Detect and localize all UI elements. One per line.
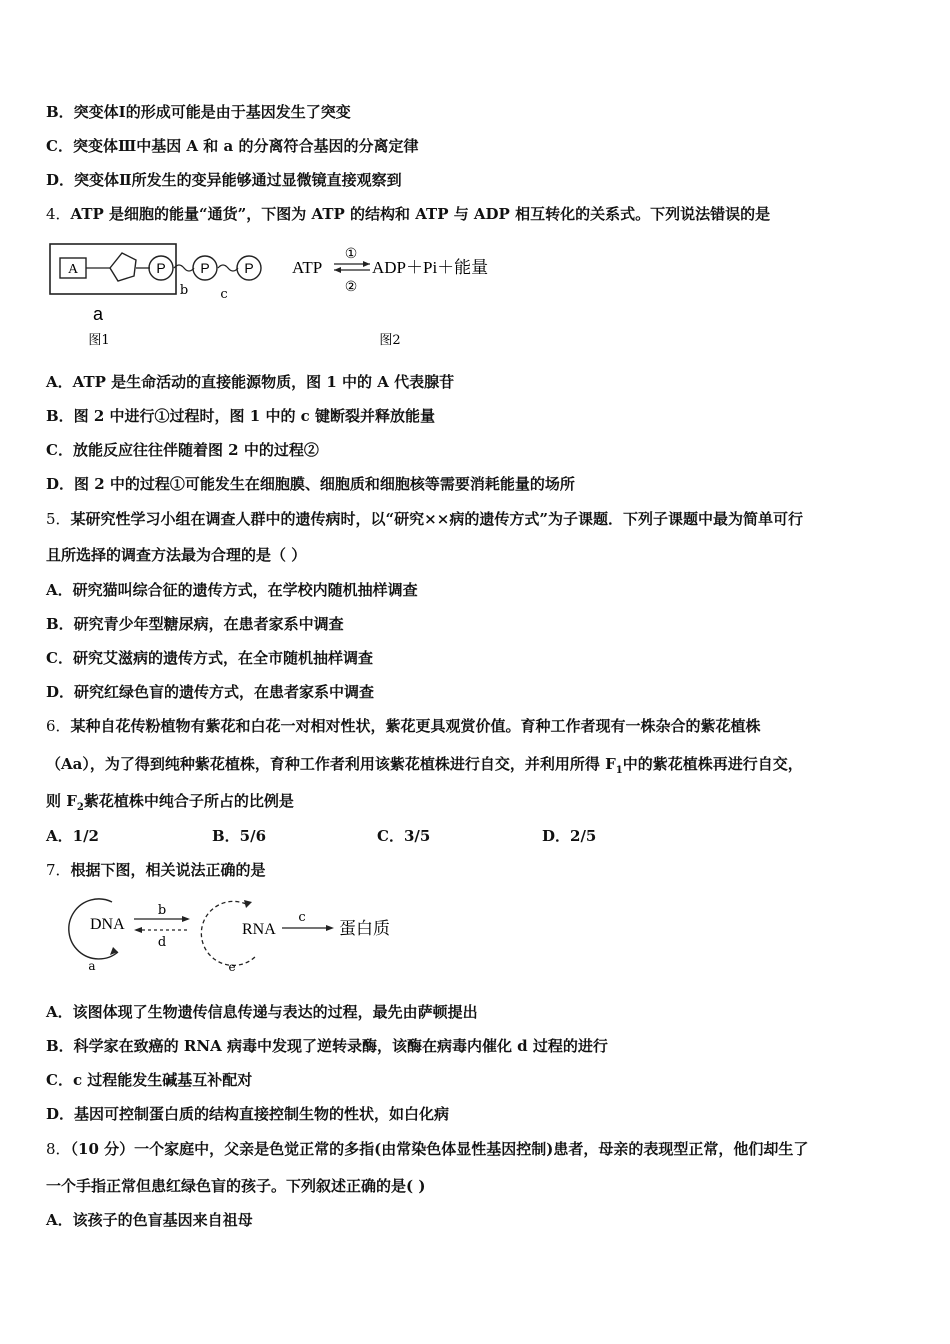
q5-stem-text1: 某研究性学习小组在调查人群中的遗传病时，以“研究××病的遗传方式”为子课题．下列子课题中最为简单可行 (70, 510, 803, 528)
q5-option-b: B．研究青少年型糖尿病，在患者家系中调查 (46, 615, 344, 633)
q3-option-b: B．突变体Ⅰ的形成可能是由于基因发生了突变 (46, 103, 351, 121)
q7-stem-text: 根据下图，相关说法正确的是 (70, 861, 266, 879)
q5-number: 5． (46, 510, 71, 528)
arrow-back-head (334, 267, 341, 273)
label-e-rna-replication: e (228, 960, 236, 974)
q8-stem-line1 (46, 1139, 808, 1159)
q5-stem-line2: 且所选择的调查方法最为合理的是（ ） (46, 546, 307, 564)
label-a: a (92, 304, 104, 324)
equation-step-2: ② (344, 279, 358, 295)
caption-fig2: 图2 (379, 333, 401, 348)
q3-option-c: C．突变体Ⅲ中基因 A 和 a 的分离符合基因的分离定律 (46, 137, 419, 155)
q3-option-d: D．突变体Ⅱ所发生的变异能够通过显微镜直接观察到 (46, 171, 402, 189)
translation-arrowhead (326, 925, 334, 931)
q7-option-a: A．该图体现了生物遗传信息传递与表达的过程，最先由萨顿提出 (46, 1003, 478, 1021)
dna-label: DNA (90, 916, 125, 933)
q8-number: 8． (46, 1140, 71, 1158)
equation-step-1: ① (344, 246, 358, 262)
q7-number: 7． (46, 861, 71, 879)
q6-stem-text2b: 中的紫花植株再进行自交， (622, 755, 803, 773)
q8-stem-text1: （10 分）一个家庭中，父亲是色觉正常的多指(由常染色体显性基因控制)患者，母亲的表现型正常，他们却生了 (70, 1140, 809, 1158)
arrow-forward-head (363, 261, 370, 267)
q4-option-b: B．图 2 中进行①过程时，图 1 中的 c 键断裂并释放能量 (46, 407, 436, 425)
label-a-replication: a (88, 959, 96, 973)
phosphate-2-label: P (200, 260, 210, 276)
label-d-reverse: d (157, 935, 167, 950)
q4-option-c: C．放能反应往往伴随着图 2 中的过程② (46, 441, 319, 459)
high-energy-bond-c (218, 265, 238, 271)
protein-label: 蛋白质 (339, 919, 390, 939)
rna-replication-arrowhead (244, 900, 252, 908)
q6-stem-line2 (46, 754, 803, 781)
label-b-transcription: b (157, 903, 167, 918)
q5-option-a: A．研究猫叫综合征的遗传方式，在学校内随机抽样调查 (46, 581, 418, 599)
q7-stem (46, 860, 266, 880)
q6-stem-text3a: 则 F (46, 792, 77, 810)
ribose-pentagon (110, 253, 136, 281)
q6-stem-text3b: 紫花植株中纯合子所占的比例是 (83, 792, 294, 810)
label-c-translation: c (298, 910, 306, 925)
label-b: b (179, 283, 189, 298)
q6-stem-line3 (46, 791, 294, 818)
q6-option-d: D．2/5 (542, 827, 597, 845)
transcription-arrowhead (182, 916, 190, 922)
q6-number: 6． (46, 717, 71, 735)
q6-f1-subscript: 1 (615, 765, 623, 776)
q4-stem (46, 204, 770, 224)
q6-stem-text1: 某种自花传粉植物有紫花和白花一对相对性状，紫花更具观赏价值。育种工作者现有一株杂合的紫花植株 (70, 717, 761, 735)
q6-f2-subscript: 2 (76, 802, 84, 813)
q4-option-d: D．图 2 中的过程①可能发生在细胞膜、细胞质和细胞核等需要消耗能量的场所 (46, 475, 575, 493)
equation-atp: ATP (292, 258, 323, 277)
equation-products: ADP＋Pi＋能量 (372, 258, 489, 277)
phosphate-1-label: P (156, 260, 166, 276)
q5-option-d: D．研究红绿色盲的遗传方式，在患者家系中调查 (46, 683, 375, 701)
q7-option-c: C．c 过程能发生碱基互补配对 (46, 1071, 253, 1089)
label-c: c (220, 287, 228, 302)
q8-stem-line2: 一个手指正常但患红绿色盲的孩子。下列叙述正确的是( ) (46, 1177, 426, 1195)
phosphate-3-label: P (244, 260, 254, 276)
high-energy-bond-b (174, 265, 194, 271)
adenine-label: A (67, 262, 79, 277)
reverse-transcription-arrowhead (134, 927, 142, 933)
q6-stem-line1 (46, 716, 761, 736)
q4-option-a: A．ATP 是生命活动的直接能源物质，图 1 中的 A 代表腺苷 (46, 373, 455, 391)
caption-fig1: 图1 (88, 333, 110, 348)
q8-option-a: A．该孩子的色盲基因来自祖母 (46, 1211, 253, 1229)
q6-option-c: C．3/5 (377, 827, 431, 845)
q7-option-b: B．科学家在致癌的 RNA 病毒中发现了逆转录酶，该酶在病毒内催化 d 过程的进行 (46, 1037, 608, 1055)
rna-label: RNA (242, 921, 276, 938)
q5-option-c: C．研究艾滋病的遗传方式，在全市随机抽样调查 (46, 649, 373, 667)
q6-option-a: A．1/2 (46, 827, 99, 845)
q4-stem-text: ATP 是细胞的能量“通货”，下图为 ATP 的结构和 ATP 与 ADP 相互转化的关系式。下列说法错误的是 (70, 205, 771, 223)
q6-option-b: B．5/6 (212, 827, 267, 845)
q7-option-d: D．基因可控制蛋白质的结构直接控制生物的性状，如白化病 (46, 1105, 450, 1123)
q4-number: 4． (46, 205, 71, 223)
q5-stem-line1 (46, 509, 803, 529)
atp-figure (46, 236, 566, 352)
q6-stem-text2a: （Aa），为了得到纯种紫花植株，育种工作者利用该紫花植株进行自交，并利用所得 F (46, 755, 616, 773)
central-dogma-figure (50, 892, 410, 976)
